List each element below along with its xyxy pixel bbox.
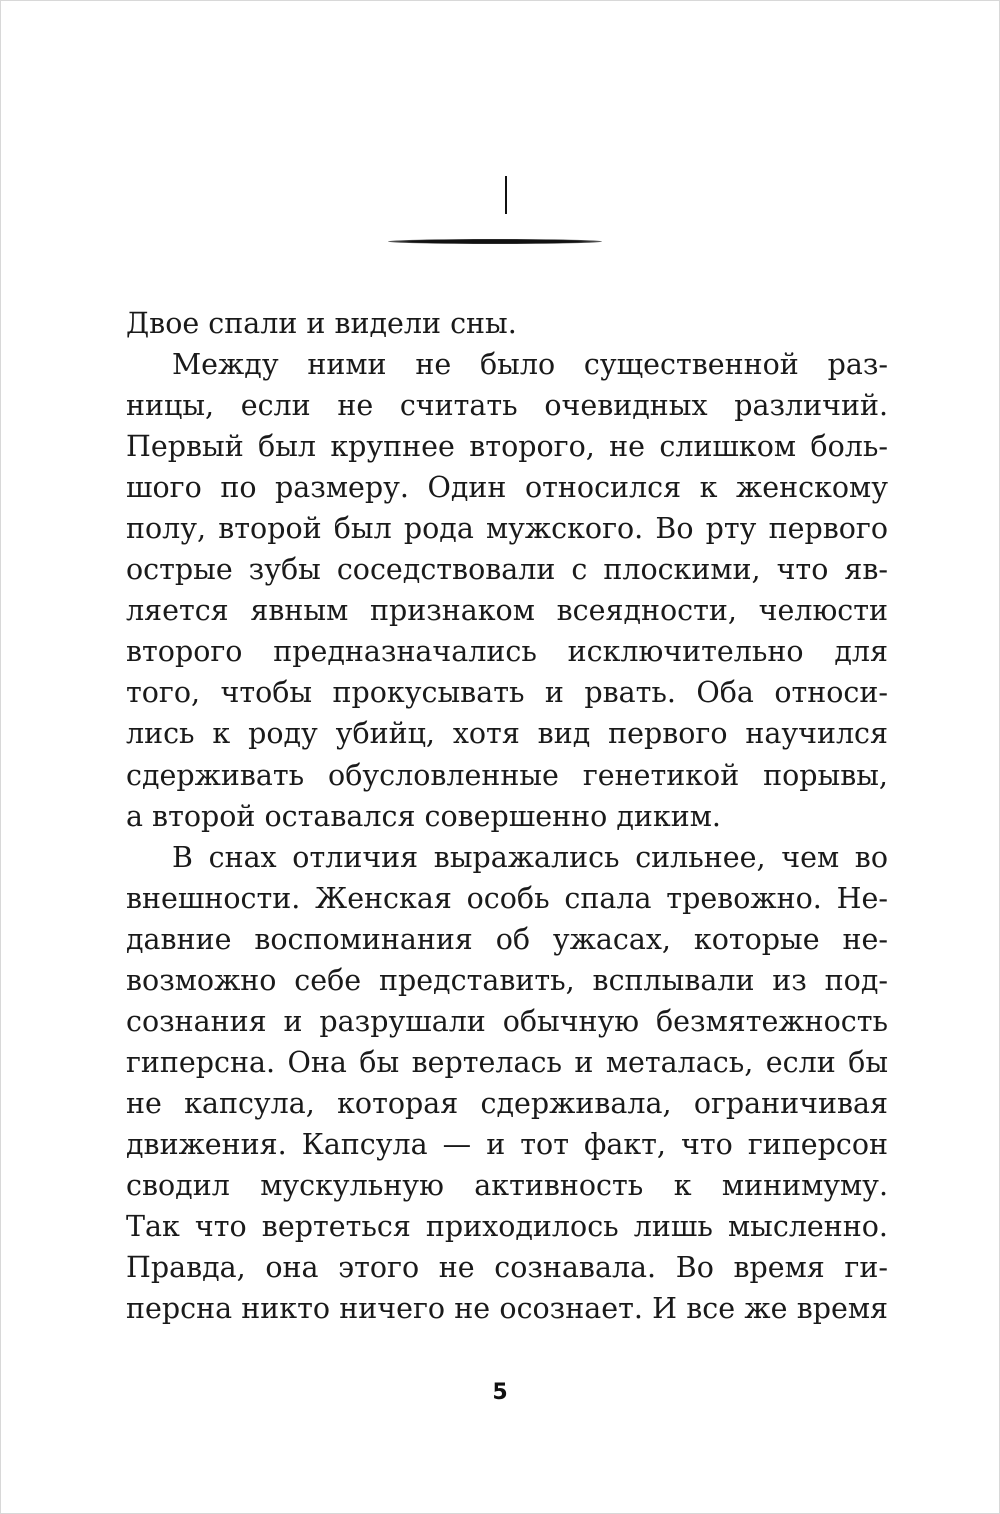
text-line: Правда, она этого не сознавала. Во время ги- xyxy=(126,1251,888,1285)
text-line: ницы, если не считать очевидных различий. xyxy=(126,389,888,423)
text-line: гиперсна. Она бы вертелась и металась, если бы xyxy=(126,1045,888,1079)
text-line: полу, второй был рода мужского. Во рту первого xyxy=(126,512,888,546)
text-line: того, чтобы прокусывать и рвать. Оба относи- xyxy=(126,676,888,710)
page-number: 5 xyxy=(492,1380,508,1405)
text-line: перcна никто ничего не осознает. И все же время xyxy=(126,1292,888,1326)
text-line: Так что вертеться приходилось лишь мысленно. xyxy=(126,1210,888,1244)
text-line: В снах отличия выражались сильнее, чем во xyxy=(172,840,888,874)
text-line: внешности. Женская особь спала тревожно. Не- xyxy=(126,881,888,915)
text-line: лись к роду убийц, хотя вид первого научился xyxy=(126,717,888,751)
text-line: Между ними не было существенной раз- xyxy=(172,348,888,382)
chapter-divider-rule xyxy=(388,239,602,244)
text-line: сознания и разрушали обычную безмятежность xyxy=(126,1004,888,1038)
text-line: движения. Капсула — и тот факт, что гиперсон xyxy=(126,1127,888,1161)
chapter-numeral-one xyxy=(505,176,507,214)
text-line: давние воспоминания об ужасах, которые не- xyxy=(126,922,888,956)
text-line: сдерживать обусловленные генетикой порывы, xyxy=(126,758,888,792)
text-line: сводил мускульную активность к минимуму. xyxy=(126,1168,888,1202)
text-line: возможно себе представить, всплывали из под- xyxy=(126,963,888,997)
text-line: Первый был крупнее второго, не слишком боль- xyxy=(126,430,888,464)
text-line: а второй оставался совершенно диким. xyxy=(126,799,721,833)
text-line: шого по размеру. Один относился к женскому xyxy=(126,471,888,505)
text-line: Двое спали и видели сны. xyxy=(126,307,517,340)
text-line: ляется явным признаком всеядности, челюсти xyxy=(126,594,888,628)
text-line: второго предназначались исключительно для xyxy=(126,635,888,669)
body-text xyxy=(126,303,888,1329)
text-line: не капсула, которая сдерживала, ограничивая xyxy=(126,1086,888,1120)
text-line: острые зубы соседствовали с плоскими, что яв- xyxy=(126,553,888,587)
